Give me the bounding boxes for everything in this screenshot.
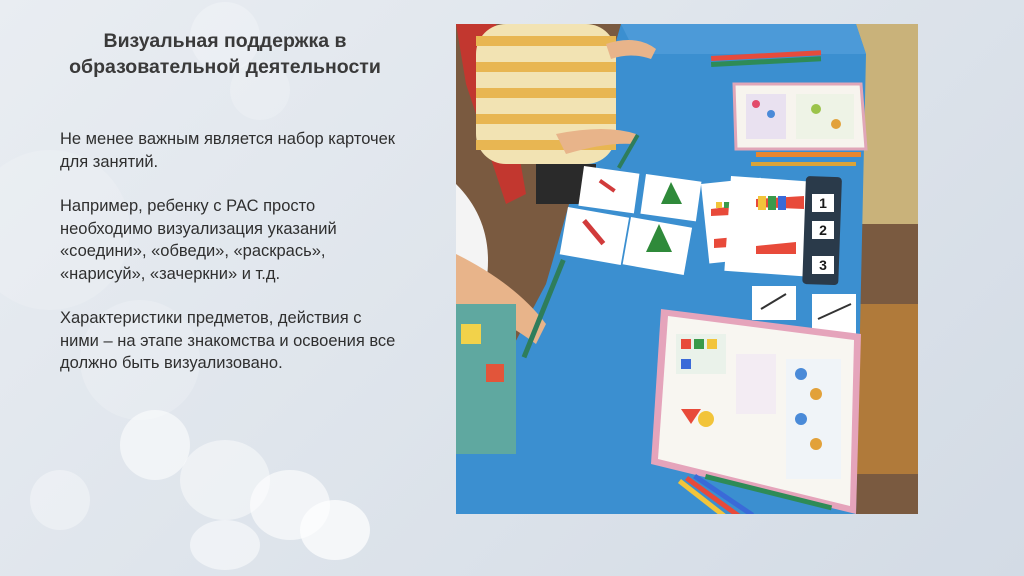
classroom-photo xyxy=(456,24,918,514)
slide-title: Визуальная поддержка в образовательной деятельности xyxy=(69,30,381,78)
bokeh-circle xyxy=(300,500,370,560)
digit-card-1: 1 xyxy=(819,195,827,211)
picture-card-pencil xyxy=(578,166,639,213)
bokeh-circle xyxy=(120,410,190,480)
paragraph-cards: Не менее важным является набор карточек для занятий. xyxy=(60,130,396,171)
pyramid-card-2 xyxy=(724,176,810,276)
paragraph-characteristics: Характеристики предметов, действия с ними – на этапе знакомства и освоения все должно быть визуализовано. xyxy=(60,309,396,372)
picture-card-tree xyxy=(640,174,701,221)
digit-card-2: 2 xyxy=(819,222,827,238)
number-strip xyxy=(802,176,842,285)
workbook-top xyxy=(734,84,866,149)
action-card xyxy=(812,294,856,334)
digit-card-3: 3 xyxy=(819,257,827,273)
slide-body xyxy=(60,128,400,397)
bokeh-circle xyxy=(30,470,90,530)
paragraph-instructions: Например, ребенку с РАС просто необходимо визуализация указаний «соедини», «обведи», «раскрась», «нарисуй», «зачеркни» и т.д. xyxy=(60,197,337,283)
bokeh-circle xyxy=(190,520,260,570)
action-card xyxy=(752,286,796,320)
